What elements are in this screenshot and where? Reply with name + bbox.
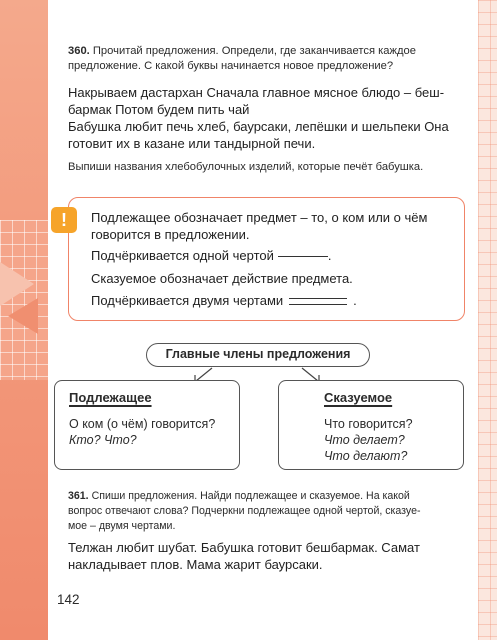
- passage-line-2: бармак Потом будем пить чай: [68, 102, 250, 117]
- passage-line-4: готовит их в казане или тандырной печи.: [68, 136, 316, 151]
- rule-line-2: говорится в предложении.: [91, 227, 250, 242]
- task-361-number: 361.: [68, 490, 89, 502]
- single-underline-sample: [278, 256, 328, 257]
- diagram-title: Главные члены предложения: [146, 343, 370, 367]
- predicate-answer-1: Что делает?: [324, 433, 405, 447]
- subject-card: [54, 380, 240, 470]
- double-underline-sample: [289, 298, 347, 305]
- rule-line-1: Подлежащее обозначает предмет – то, о ком или о чём: [91, 210, 428, 225]
- rule-line-5: [91, 292, 357, 309]
- task-361-line-2: вопрос отвечают слова? Подчеркни подлежащее одной чертой, сказуе-: [68, 505, 421, 517]
- task-361-line-3: мое – двумя чертами.: [68, 520, 176, 532]
- instruction-text: Выпиши названия хлебобулочных изделий, которые печёт бабушка.: [68, 161, 424, 173]
- page-number: 142: [57, 592, 80, 607]
- exclamation-icon: !: [51, 207, 77, 233]
- right-grid-margin: [478, 0, 497, 640]
- task-361-text: Спиши предложения. Найди подлежащее и сказуемое. На какой: [88, 490, 410, 502]
- predicate-answer-2: Что делают?: [324, 449, 408, 463]
- predicate-question: Что говорится?: [324, 417, 413, 431]
- exercise-line-1: Телжан любит шубат. Бабушка готовит бешбармак. Самат: [68, 540, 420, 555]
- subject-answer: Кто? Что?: [69, 433, 137, 447]
- task-361-line-1: [68, 489, 410, 504]
- task-360-text: Прочитай предложения. Определи, где заканчивается каждое: [89, 45, 416, 57]
- rule-single-line-label: Подчёркивается одной чертой: [91, 248, 274, 263]
- rule-line-3-end: .: [327, 248, 332, 263]
- rule-line-5-end: .: [353, 293, 357, 308]
- task-360-number: 360.: [68, 45, 90, 57]
- subject-title: Подлежащее: [69, 390, 152, 405]
- subject-question: О ком (о чём) говорится?: [69, 417, 216, 431]
- decorative-triangle: [8, 298, 38, 334]
- exercise-line-2: накладывает плов. Мама жарит баурсаки.: [68, 557, 323, 572]
- task-360-line-1: [68, 44, 416, 59]
- rule-double-line-label: Подчёркивается двумя чертами: [91, 293, 284, 308]
- passage-line-3: Бабушка любит печь хлеб, баурсаки, лепёшки и шельпеки Она: [68, 119, 449, 134]
- rule-line-4: Сказуемое обозначает действие предмета.: [91, 271, 353, 286]
- predicate-title: Сказуемое: [324, 390, 393, 405]
- predicate-card: [278, 380, 464, 470]
- passage-line-1: Накрываем дастархан Сначала главное мясное блюдо – беш-: [68, 85, 445, 100]
- rule-line-3: [91, 247, 332, 264]
- task-360-line-2: предложение. С какой буквы начинается новое предложение?: [68, 60, 394, 72]
